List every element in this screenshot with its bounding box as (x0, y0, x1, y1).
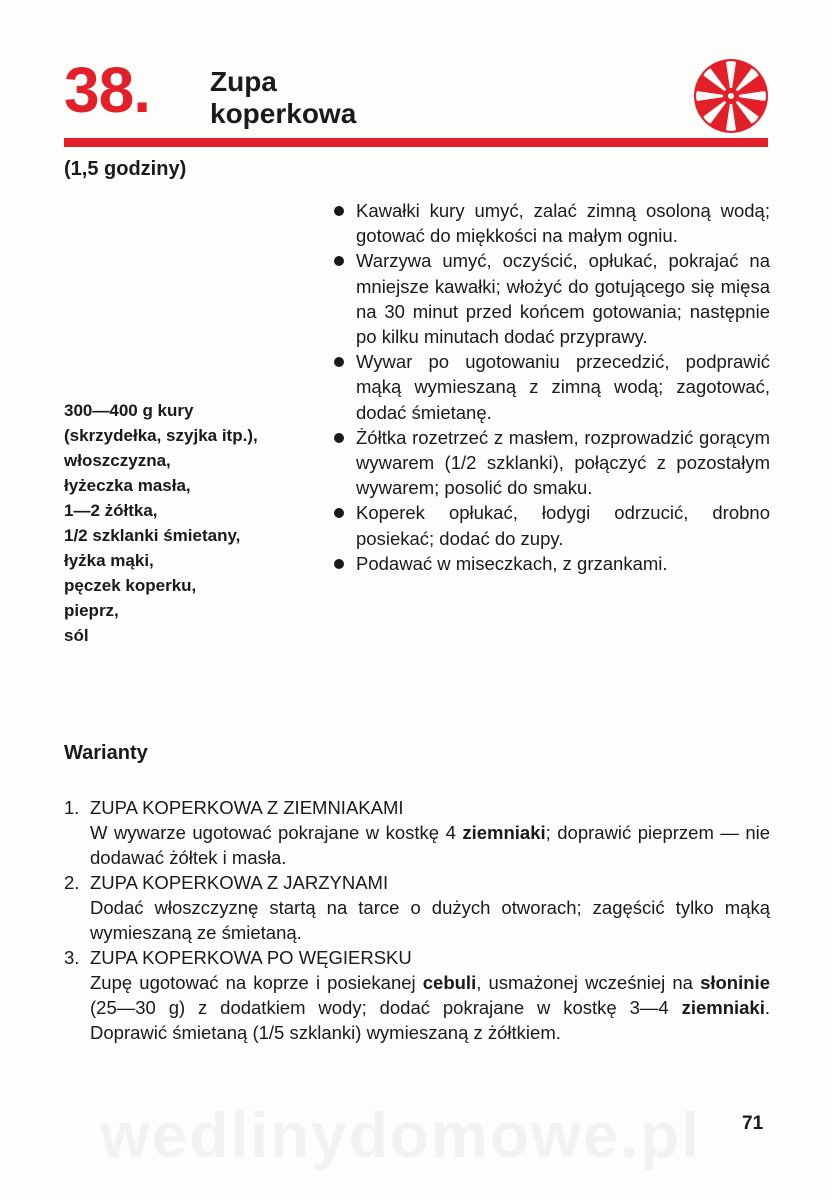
bullet-icon (334, 433, 344, 443)
step-text: Żółtka rozetrzeć z masłem, rozprowadzić gorącym wywarem (1/2 szklanki), połączyć z pozostałym wywarem; posolić do smaku. (356, 426, 770, 499)
bullet-icon (334, 559, 344, 569)
variant-item (64, 945, 770, 1045)
variant-number: 2. (64, 872, 80, 893)
variant-description (90, 970, 770, 1045)
highlighted-ingredient: ziemniaki (681, 997, 765, 1018)
recipe-title-line-1: Zupa (210, 66, 277, 97)
variant-text: ; doprawić pieprzem — nie dodawać żółtek i masła. (90, 822, 771, 868)
bullet-icon (334, 357, 344, 367)
step-text: Podawać w miseczkach, z grzankami. (356, 552, 668, 574)
ingredient-item: pieprz, (64, 601, 119, 620)
highlighted-ingredient: ziemniaki (462, 822, 546, 843)
ingredient-item: włoszczyzna, (64, 451, 171, 470)
ingredient-item: 1—2 żółtka, (64, 501, 158, 520)
ingredient-item: sól (64, 626, 89, 645)
variant-text: W wywarze ugotować pokrajane w kostkę 4 (90, 822, 463, 843)
variant-description (90, 820, 770, 870)
variant-title: ZUPA KOPERKOWA Z JARZYNAMI (90, 872, 389, 893)
variant-text: (25—30 g) z dodatkiem wody; dodać pokrajane w kostkę 3—4 (90, 997, 682, 1018)
highlighted-ingredient: cebuli (422, 972, 477, 993)
ingredient-item: 1/2 szklanki śmietany, (64, 526, 241, 545)
header-divider (64, 138, 768, 147)
step-text: Koperek opłukać, łodygi odrzucić, drobno posiekać; dodać do zupy. (356, 502, 770, 549)
step-text: Kawałki kury umyć, zalać zimną osoloną wodą; gotować do miękkości na małym ogniu. (356, 200, 770, 247)
step-item (332, 248, 770, 349)
variant-title: ZUPA KOPERKOWA Z ZIEMNIAKAMI (90, 797, 404, 818)
step-text: Wywar po ugotowaniu przecedzić, podprawić mąką wymieszaną z zimną wodą; zagotować, dodać śmietanę. (356, 351, 770, 423)
preparation-steps (332, 198, 770, 576)
variant-text: , usmażonej wcześniej na (476, 972, 701, 993)
variant-description (90, 895, 770, 945)
variant-text: . Doprawić śmietaną (1/5 szklanki) wymieszaną z żółtkiem. (90, 997, 770, 1043)
bullet-icon (334, 508, 344, 518)
page-number: 71 (742, 1113, 764, 1134)
variant-number: 3. (64, 947, 80, 968)
variants-heading: Warianty (64, 742, 148, 764)
ingredient-item: 300—400 g kury (64, 401, 194, 420)
bullet-icon (334, 206, 344, 216)
step-item (332, 551, 770, 576)
variant-item (64, 795, 770, 870)
recipe-title (210, 66, 356, 130)
step-item (332, 500, 770, 550)
red-flower-emblem-icon (693, 58, 769, 134)
ingredient-list (64, 398, 304, 648)
bullet-icon (334, 256, 344, 266)
step-item (332, 349, 770, 425)
variant-text: Zupę ugotować na koprze i posiekanej (90, 972, 423, 993)
watermark (100, 1098, 701, 1172)
variants-list (64, 795, 770, 1045)
variant-title: ZUPA KOPERKOWA PO WĘGIERSKU (90, 947, 412, 968)
variant-number: 1. (64, 797, 80, 818)
ingredient-item: łyżka mąki, (64, 551, 154, 570)
variant-item (64, 870, 770, 945)
step-item (332, 425, 770, 501)
highlighted-ingredient: słoninie (700, 972, 770, 993)
step-item (332, 198, 770, 248)
ingredient-item: (skrzydełka, szyjka itp.), (64, 426, 258, 445)
step-text: Warzywa umyć, oczyścić, opłukać, pokrajać na mniejsze kawałki; włożyć do gotującego się mięsa na 30 minut przed końcem gotowania; następnie po kilku minutach dodać przyprawy. (356, 250, 770, 348)
recipe-number: 38. (64, 54, 150, 126)
ingredient-item: pęczek koperku, (64, 576, 197, 595)
ingredient-item: łyżeczka masła, (64, 476, 191, 495)
recipe-title-line-2: koperkowa (210, 98, 357, 129)
variant-text: Dodać włoszczyznę startą na tarce o dużych otworach; zagęścić tylko mąką wymieszaną ze śmietaną. (90, 897, 770, 943)
cook-time: (1,5 godziny) (64, 158, 187, 180)
